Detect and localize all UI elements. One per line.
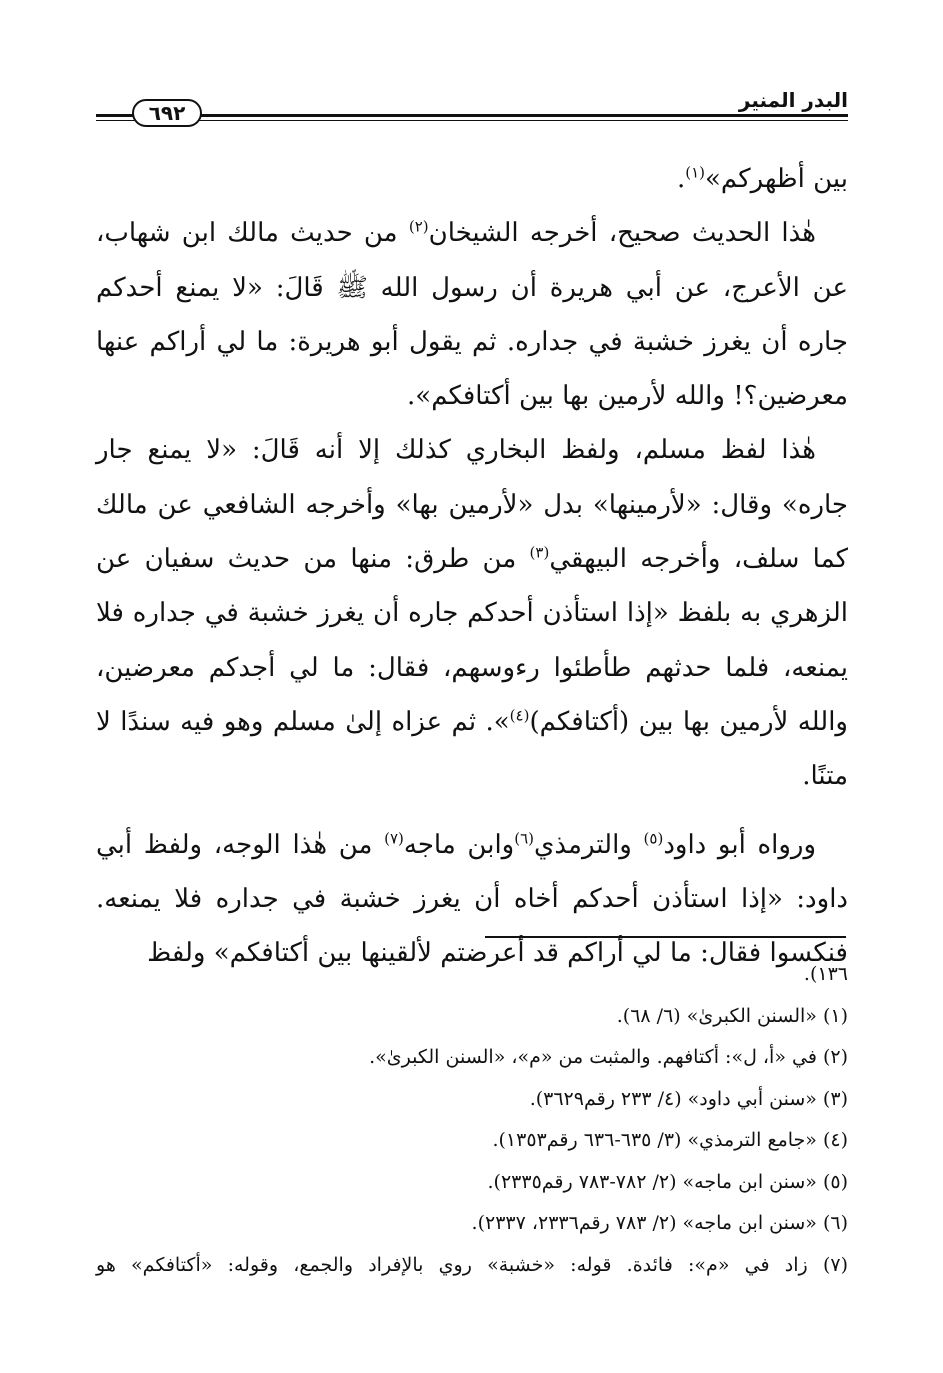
paragraph-4-text-4: من هٰذا الوجه، ولفظ أبي داود: «إذا استأذن أحدكم أخاه أن يغرز خشبة في جداره فلا يمنعه. فنكسوا فقال: ما لي أراكم قد أعرضتم لألقينها بين أكتافكم» ولفظ: [96, 829, 848, 969]
header-rule-thick: [96, 114, 848, 117]
paragraph-3: [96, 423, 848, 803]
page-header: [96, 86, 848, 130]
footnote-3: (٣) «سنن أبي داود» (٤/ ٢٣٣ رقم٣٦٢٩).: [529, 1087, 848, 1110]
footnote-7: (٧) زاد في «م»: فائدة. قوله: «خشبة» روي بالإفراد والجمع، وقوله: «أكتافكم» هو: [96, 1253, 848, 1276]
footnote-ref-2: (٢): [408, 217, 429, 236]
footnote-continuation: ١٣٦).: [803, 963, 848, 985]
paragraph-3-text-2: من طرق: منها من حديث سفيان عن الزهري به بلفظ «إذا استأذن أحدكم جاره أن يغرز خشبة في جداره فلا يمنعه، فلما حدثهم طأطئوا رءوسهم، فقال: ما لي أجدكم معرضين، والله لأرمين بها بين (أكتافكم): [96, 544, 848, 737]
page-number: ٦٩٢: [132, 99, 202, 127]
footnote-ref-1: (١): [685, 163, 706, 182]
footnote-1: (١) «السنن الكبرىٰ» (٦/ ٦٨).: [616, 1004, 848, 1027]
footnote-ref-4: (٤): [509, 706, 530, 725]
main-text: [96, 152, 848, 980]
footnote-ref-5: (٥): [643, 828, 664, 847]
footnote-ref-7: (٧): [384, 828, 404, 847]
paragraph-1-text-1: بين أظهركم»: [705, 164, 848, 194]
footnote-6: (٦) «سنن ابن ماجه» (٢/ ٧٨٣ رقم٢٣٣٦، ٢٣٣٧).: [471, 1212, 848, 1234]
paragraph-4-text-3: وابن ماجه: [403, 829, 515, 860]
footnotes: [96, 954, 848, 1286]
footnote-4: (٤) «جامع الترمذي» (٣/ ٦٣٥-٦٣٦ رقم١٣٥٣).: [492, 1129, 848, 1151]
paragraph-3-text-1: هٰذا لفظ مسلم، ولفظ البخاري كذلك إلا أنه قَالَ: «لا يمنع جار جاره» وقال: «لأرمينها» بدل «لأرمين بها» وأخرجه الشافعي عن مالك كما سلف، وأخرجه البيهقي: [96, 435, 848, 575]
paragraph-3-text-3: ». ثم عزاه إلىٰ مسلم وهو فيه سندًا لا متنًا.: [96, 706, 848, 792]
paragraph-4-text-1: ورواه أبو داود: [663, 829, 817, 860]
footnote-ref-6: (٦): [514, 828, 535, 847]
paragraph-1-text-2: .: [676, 164, 686, 194]
paragraph-2: [96, 206, 848, 423]
paragraph-gap: [96, 804, 848, 818]
running-title: البدر المنير: [738, 88, 848, 112]
paragraph-1: [96, 152, 848, 206]
header-rule-thin: [96, 120, 848, 121]
footnote-ref-3: (٣): [529, 543, 550, 562]
footnote-2: (٢) في «أ، ل»: أكتافهم. والمثبت من «م»، «السنن الكبرىٰ».: [369, 1046, 848, 1068]
paragraph-2-text-1: هٰذا الحديث صحيح، أخرجه الشيخان: [428, 218, 816, 249]
footnote-5: (٥) «سنن ابن ماجه» (٢/ ٧٨٢-٧٨٣ رقم٢٣٣٥).: [487, 1170, 848, 1193]
paragraph-4-text-2: والترمذي: [534, 829, 644, 860]
paragraph-2-text-2: من حديث مالك ابن شهاب، عن الأعرج، عن أبي هريرة أن رسول الله ﷺ قَالَ: «لا يمنع أحدكم جاره أن يغرز خشبة في جداره. ثم يقول أبو هريرة: ما لي أراكم عنها معرضين؟! والله لأرمين بها بين أكتافكم».: [96, 218, 848, 412]
footnote-separator: [485, 936, 846, 938]
